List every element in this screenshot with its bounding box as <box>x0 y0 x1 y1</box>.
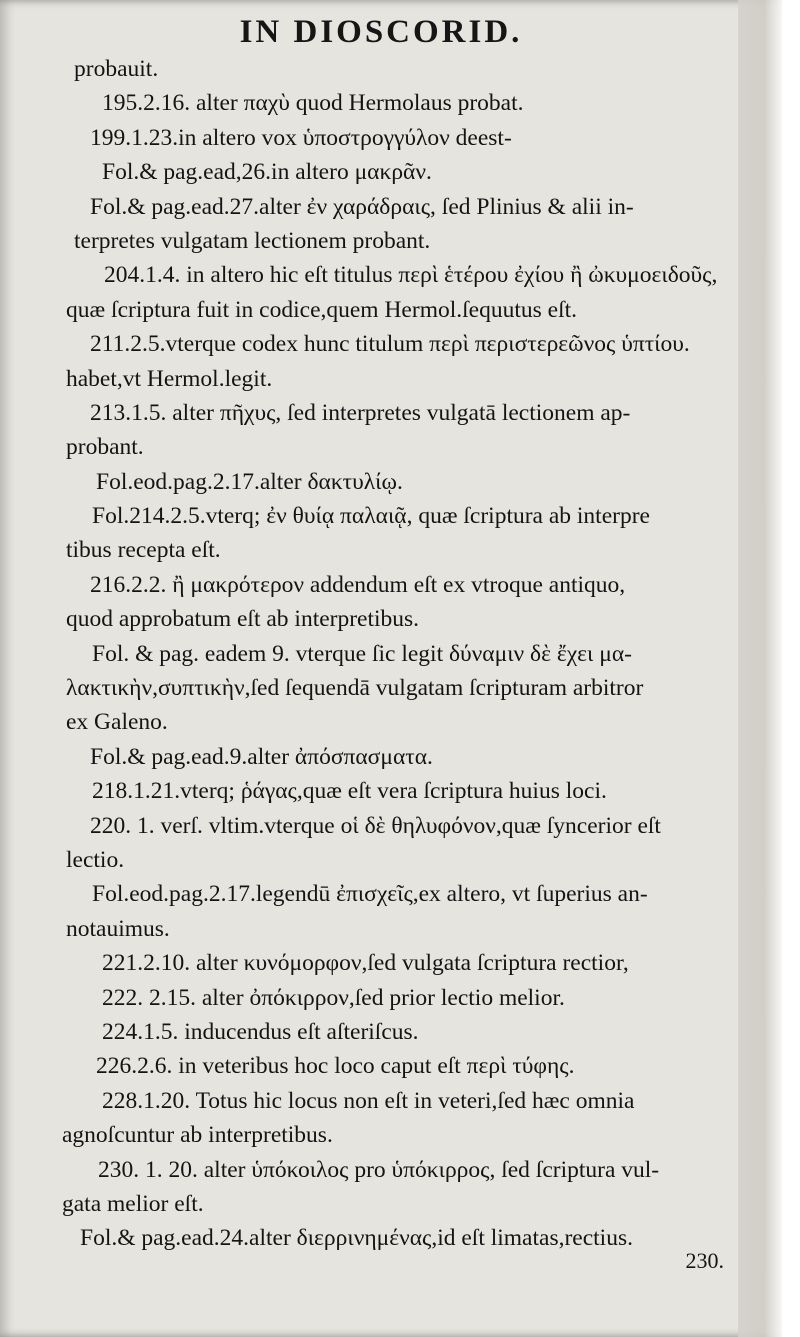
text-line: Fol.214.2.5.vterq; ἐν θυίᾳ παλαιᾷ, quæ ſcriptura ab interpre <box>92 503 650 530</box>
text-line: probauit. <box>74 56 159 82</box>
text-line: 228.1.20. Totus hic locus non eſt in veteri,ſed hæc omnia <box>102 1087 635 1114</box>
text-line: Fol.eod.pag.2.17.legendū ἐπισχεῖς,ex altero, vt ſuperius an- <box>92 881 648 908</box>
page-body-text <box>62 52 757 1256</box>
text-line: tibus recepta eſt. <box>66 537 221 564</box>
text-line: λακτικὴν,συπτικὴν,ſed ſequendā vulgatam ſcripturam arbitror <box>66 675 644 702</box>
text-line: Fol.eod.pag.2.17.alter δακτυλίῳ. <box>96 468 403 495</box>
text-line: 230. 1. 20. alter ὑπόκοιλος pro ὑπόκιρρος, ſed ſcriptura vul- <box>98 1156 660 1183</box>
text-line: 195.2.16. alter παχὺ quod Hermolaus probat. <box>102 90 524 117</box>
text-line: 221.2.10. alter κυνόμορφον,ſed vulgata ſcriptura rectior, <box>102 950 629 977</box>
text-line: 211.2.5.vterque codex hunc titulum περὶ περιστερεῶνος ὑπτίου. <box>90 331 690 358</box>
text-line: agnoſcuntur ab interpretibus. <box>62 1122 333 1149</box>
text-line: Fol. & pag. eadem 9. vterque ſic legit δύναμιν δὲ ἔχει μα- <box>92 640 632 667</box>
text-line: gata melior eſt. <box>62 1190 204 1217</box>
text-line: notauimus. <box>66 915 170 942</box>
text-line: Fol.& pag.ead,26.in altero μακρᾶν. <box>102 159 432 186</box>
text-line: 216.2.2. ἢ μακρότερον addendum eſt ex vtroque antiquo, <box>90 571 626 598</box>
text-line: 213.1.5. alter πῆχυς, ſed interpretes vulgatā lectionem ap- <box>90 399 631 426</box>
text-line: Fol.& pag.ead.9.alter ἀπόσπασματα. <box>90 743 433 770</box>
text-line: 218.1.21.vterq; ῥάγας,quæ eſt vera ſcriptura huius loci. <box>92 778 607 805</box>
text-line: 220. 1. verſ. vltim.vterque οἱ δὲ θηλυφόνον,quæ ſyncerior eſt <box>90 812 661 839</box>
text-line: quod approbatum eſt ab interpretibus. <box>66 606 420 633</box>
text-line: 204.1.4. in altero hic eſt titulus περὶ ἑτέρου ἐχίου ἢ ὠκυμοειδοῦς, <box>104 262 718 289</box>
page-number: 230. <box>685 1248 724 1273</box>
text-line: 199.1.23.in altero vox ὑποστρογγύλον deest- <box>90 124 512 151</box>
text-line: 222. 2.15. alter ὀπόκιρρον,ſed prior lectio melior. <box>102 984 565 1011</box>
text-line: Fol.& pag.ead.24.alter διερρινημένας,id eſt limatas,rectius. <box>80 1225 633 1252</box>
text-line: 224.1.5. inducendus eſt aſteriſcus. <box>102 1018 419 1045</box>
text-line: ex Galeno. <box>66 709 168 736</box>
text-line: quæ ſcriptura fuit in codice,quem Hermol.ſequutus eſt. <box>66 296 577 323</box>
running-header: IN DIOSCORID. <box>239 14 523 50</box>
text-line: habet,vt Hermol.legit. <box>66 365 273 392</box>
text-line: probant. <box>66 434 144 461</box>
text-line: Fol.& pag.ead.27.alter ἐν χαράδραις, ſed Plinius & alii in- <box>90 193 634 220</box>
text-line: lectio. <box>66 846 125 873</box>
text-line: terpretes vulgatam lectionem probant. <box>74 227 431 254</box>
text-line: 226.2.6. in veteribus hoc loco caput eſt περὶ τύφης. <box>96 1053 575 1080</box>
